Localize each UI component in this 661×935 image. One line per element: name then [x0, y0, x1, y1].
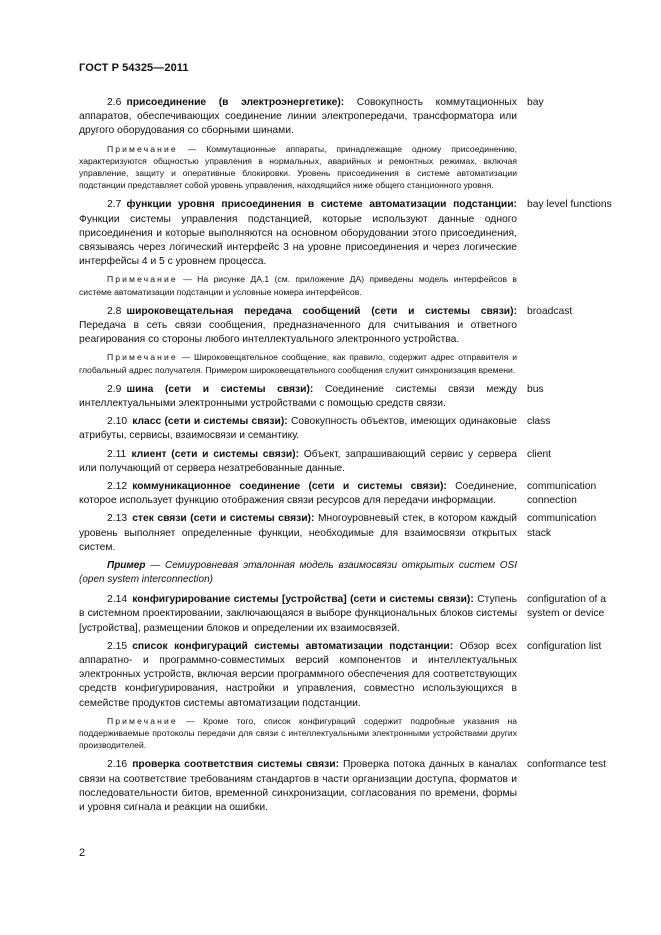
english-equivalent: conformance test: [527, 759, 606, 771]
term-entry-2-6: [79, 96, 619, 139]
term-definition-paragraph: [79, 512, 517, 555]
english-equivalent: bus: [527, 383, 544, 395]
term-entry-2-10: [79, 415, 619, 443]
term-note: [79, 715, 517, 752]
term-note: [79, 351, 517, 375]
term-definition: Соединение системы связи между интеллектуальными электронными устройствами с помощью средств связи.: [79, 383, 517, 410]
term-entry-2-11: [79, 448, 619, 476]
term-name: функции уровня присоединения в системе автоматизации подстанции:: [126, 199, 517, 211]
term-entry-2-15: [79, 640, 619, 711]
note-text: — Коммутационные аппараты, принадлежащие одному присоединению, характеризуются общностью управления в нормальных, аварийных и ремонтных режимах, включая управление, защиту и оперативные блокировки. Уровень присоединения в системе автоматизации подстанции представляет собой уровень управления, находящийся ниже общего станционного уровня.: [79, 143, 517, 191]
term-number: 2.14: [107, 594, 128, 606]
note-text: — На рисунке ДА.1 (см. приложение ДА) приведены модель интерфейсов в системе автоматизации подстанции и условные номера интерфейсов.: [79, 274, 517, 297]
term-definition-paragraph: [79, 305, 517, 348]
term-definition: Объект, запрашивающий сервис у сервера или получающий от сервера незатребованные данные.: [79, 448, 517, 474]
example-label: Пример: [107, 560, 146, 572]
term-entry-2-16: [79, 758, 619, 815]
note-label: Примечание: [107, 143, 178, 154]
note-text: — Кроме того, список конфигураций содержит подробные указания на поддерживаемые протоколы передачи для связи с интеллектуальными электронными устройствами других производителей.: [79, 715, 518, 751]
term-entry-2-7: [79, 198, 619, 269]
note-text: — Широковещательное сообщение, как правило, содержит адрес отправителя и глобальный адрес получателя. Примером широковещательного сообщения служит синхронизация времени.: [79, 352, 518, 375]
term-number: 2.16: [107, 759, 128, 771]
term-definition: Передача в сеть связи сообщения, предназначенного для считывания и ответного реагирования со стороны любого интеллектуального электронного устройства.: [79, 320, 517, 346]
term-definition-paragraph: [79, 593, 517, 636]
note-label: Примечание: [107, 274, 178, 285]
term-definition-paragraph: [79, 198, 517, 269]
term-name: стек связи (сети и системы связи):: [132, 513, 315, 525]
term-number: 2.6: [107, 97, 122, 108]
term-name: список конфигураций системы автоматизации подстанции:: [132, 640, 454, 652]
english-equivalent: configuration list: [527, 640, 602, 652]
term-definition-paragraph: [79, 758, 517, 815]
term-name: клиент (сети и системы связи):: [131, 448, 300, 460]
term-entry-2-13: [79, 512, 619, 555]
english-equivalent: class: [527, 416, 551, 428]
term-name: шина (сети и системы связи):: [126, 383, 314, 395]
term-number: 2.11: [107, 448, 127, 460]
term-number: 2.8: [107, 305, 122, 317]
term-definition-paragraph: [79, 415, 517, 443]
term-number: 2.12: [107, 481, 128, 493]
english-equivalent: bay: [527, 97, 544, 108]
term-entry-2-8: [79, 305, 619, 348]
term-definition-paragraph: [79, 383, 517, 411]
term-name: конфигурирование системы [устройства] (сети и системы связи):: [132, 594, 474, 606]
english-equivalent: bay level functions: [527, 199, 612, 211]
term-number: 2.9: [107, 383, 122, 395]
term-definition-paragraph: [79, 480, 517, 508]
term-definition: Ступень в системном проектировании, заключающаяся в выборе функциональных блоков системы [устройства], размещении блоков и определении их взаимосвязей.: [79, 594, 517, 634]
note-label: Примечание: [107, 352, 178, 363]
document-body: [79, 96, 619, 819]
note-label: Примечание: [107, 715, 178, 726]
term-name: проверка соответствия системы связи:: [132, 759, 340, 771]
term-entry-2-14: [79, 593, 619, 636]
page-number: 2: [79, 847, 86, 859]
term-definition: Совокупность коммутационных аппаратов, обеспечивающих соединение линии электропередачи, трансформатора или другого оборудования со сборными шинами.: [79, 97, 517, 137]
term-example: [79, 559, 517, 587]
term-name: класс (сети и системы связи):: [132, 416, 288, 428]
english-equivalent: communication connection: [527, 481, 597, 507]
term-definition: Проверка потока данных в каналах связи на соответствие требованиям стандартов в части организации доступа, форматов и последовательности битов, временной синхронизации, согласования по времени, формы и уровня сигнала и реакции на ошибки.: [79, 759, 517, 813]
english-equivalent: broadcast: [527, 305, 573, 317]
term-definition-paragraph: [79, 96, 517, 139]
term-number: 2.13: [107, 513, 128, 525]
term-definition-paragraph: [79, 640, 517, 711]
term-definition: Соединение, которое использует функцию отображения связи ресурсов для передачи информации.: [79, 481, 517, 507]
document-header: ГОСТ Р 54325—2011: [79, 62, 189, 74]
term-note: [79, 273, 517, 297]
term-definition: Обзор всех аппаратно- и программно-совместимых версий компонентов и интеллектуальных электронных устройств, включая версии программного обеспечения для соответствующих средств конфигурирования, настройки и управления, совместно использующихся в семействе продуктов системы автоматизации подстанции.: [79, 640, 517, 709]
term-entry-2-12: [79, 480, 619, 508]
english-equivalent: configuration of a system or device: [527, 594, 606, 620]
term-definition-paragraph: [79, 448, 517, 476]
english-equivalent: client: [527, 448, 552, 460]
term-name: присоединение (в электроэнергетике):: [126, 97, 345, 108]
example-text: — Семиуровневая эталонная модель взаимосвязи открытых систем OSI (open system interconnection): [79, 560, 517, 586]
term-number: 2.10: [107, 416, 128, 428]
english-equivalent: communication stack: [527, 513, 597, 539]
term-definition: Совокупность объектов, имеющих одинаковые атрибуты, сервисы, взаимосвязи и семантику.: [79, 416, 517, 442]
term-definition: Многоуровневый стек, в котором каждый уровень выполняет определенные функции, необходимые для взаимосвязи открытых систем.: [79, 513, 517, 553]
term-note: [79, 143, 517, 192]
term-number: 2.15: [107, 640, 128, 652]
term-number: 2.7: [107, 199, 122, 211]
term-name: коммуникационное соединение (сети и системы связи):: [132, 481, 447, 493]
term-entry-2-9: [79, 383, 619, 411]
term-definition: Функции системы управления подстанцией, которые используют данные одного присоединения и которые выполняются на основном оборудовании этого присоединения, связываясь через логический интерфейс 3 на уровне присоединения и через логические интерфейсы 4 и 5 с уровнем процесса.: [79, 213, 517, 268]
term-name: широковещательная передача сообщений (сети и системы связи):: [126, 305, 517, 317]
